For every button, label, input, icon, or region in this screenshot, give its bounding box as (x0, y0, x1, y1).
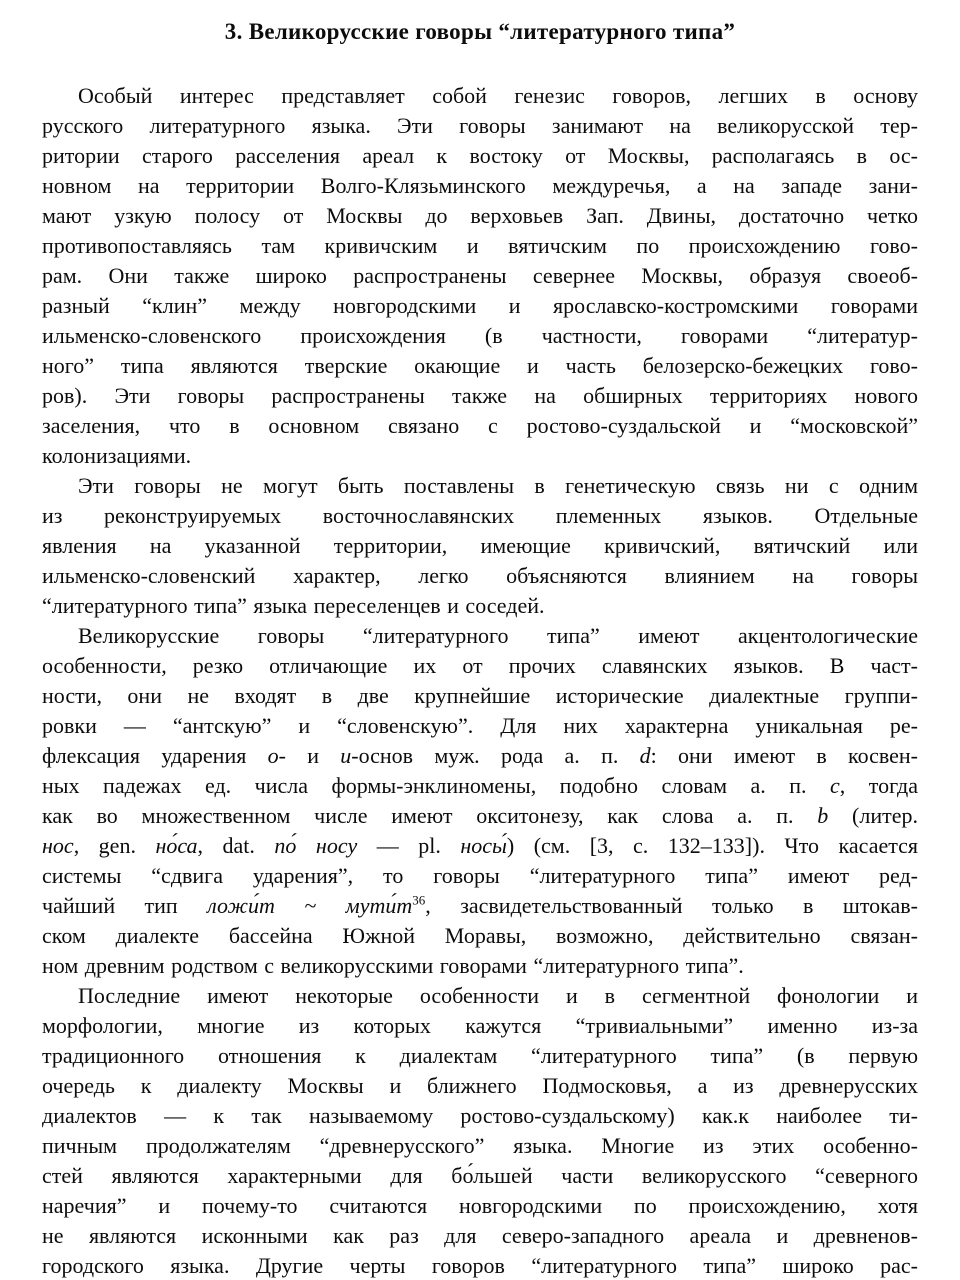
text-line: ильменско-словенского происхождения (в частности, говорами “литератур- (42, 323, 918, 348)
paragraph (42, 981, 918, 1280)
paragraph (42, 471, 918, 621)
text-line: ском диалекте бассейна Южной Моравы, возможно, действительно связан- (42, 923, 918, 948)
text-line: из реконструируемых восточнославянских племенных языков. Отдельные (42, 503, 918, 528)
text-line: ности, они не входят в две крупнейшие исторические диалектные группи- (42, 683, 918, 708)
text-line: ильменско-словенский характер, легко объясняются влиянием на говоры (42, 563, 918, 588)
text-line: традиционного отношения к диалектам “литературного типа” (в первую (42, 1043, 918, 1068)
text-line: городского языка. Другие черты говоров “литературного типа” широко рас- (42, 1253, 918, 1278)
text-line: стей являются характерными для бо́льшей части великорусского “северного (42, 1163, 918, 1188)
text-line: особенности, резко отличающие их от прочих славянских языков. В част- (42, 653, 918, 678)
body-text (42, 81, 918, 1280)
text-line: ного” типа являются тверские окающие и часть белозерско-бежецких гово- (42, 353, 918, 378)
paragraph (42, 621, 918, 981)
text-line: ритории старого расселения ареал к востоку от Москвы, располагаясь в ос- (42, 143, 918, 168)
text-line: новном на территории Волго-Клязьминского междуречья, а на западе зани- (42, 173, 918, 198)
text-line: пичным продолжателям “древнерусского” языка. Многие из этих особенно- (42, 1133, 918, 1158)
text-line: нос, gen. но́са, dat. по́ носу — pl. носы́) (см. [3, с. 132–133]). Что касается (42, 833, 918, 858)
paragraph (42, 81, 918, 471)
text-line: как во множественном числе имеют окситонезу, как слова а. п. b (литер. (42, 803, 918, 828)
text-line: Особый интерес представляет собой генезис говоров, легших в основу (78, 83, 918, 108)
text-line: явления на указанной территории, имеющие кривичский, вятичский или (42, 533, 918, 558)
text-line: ном древним родством с великорусскими говорами “литературного типа”. (42, 953, 744, 978)
text-line: чайший тип ложи́т ~ $мути́т^{36}$, засвидетельствованный только в штокав- (42, 892, 918, 918)
text-line: очередь к диалекту Москвы и ближнего Подмосковья, а из древнерусских (42, 1073, 918, 1098)
text-line: “литературного типа” языка переселенцев и соседей. (42, 593, 545, 618)
text-line: Великорусские говоры “литературного типа” имеют акцентологические (78, 623, 918, 648)
text-line: диалектов — к так называемому ростово-суздальскому) как.к наиболее ти- (42, 1103, 918, 1128)
text-line: разный “клин” между новгородскими и ярославско-костромскими говорами (42, 293, 918, 318)
text-line: морфологии, многие из которых кажутся “тривиальными” именно из-за (42, 1013, 918, 1038)
text-line: противопоставляясь там кривичским и вятичским по происхождению гово- (42, 233, 918, 258)
text-line: мают узкую полосу от Москвы до верховьев Зап. Двины, достаточно четко (42, 203, 918, 228)
text-line: Последние имеют некоторые особенности и в сегментной фонологии и (78, 983, 918, 1008)
text-line: Эти говоры не могут быть поставлены в генетическую связь ни с одним (78, 473, 918, 498)
text-line: русского литературного языка. Эти говоры занимают на великорусской тер- (42, 113, 918, 138)
text-line: не являются исконными как раз для северо-западного ареала и древненов- (42, 1223, 918, 1248)
section-title: 3. Великорусские говоры “литературного типа” (224, 19, 736, 44)
text-line: рам. Они также широко распространены севернее Москвы, образуя своеоб- (42, 263, 918, 288)
text-line: ровки — “антскую” и “словенскую”. Для них характерна уникальная ре- (42, 713, 918, 738)
text-line: системы “сдвига ударения”, то говоры “литературного типа” имеют ред- (42, 863, 918, 888)
text-line: ров). Эти говоры распространены также на обширных территориях нового (42, 383, 918, 408)
text-line: заселения, что в основном связано с ростово-суздальской и “московской” (42, 413, 918, 438)
text-line: флексация ударения о- и и-основ муж. рода а. п. d: они имеют в косвен- (42, 743, 919, 768)
text-line: колонизациями. (42, 443, 192, 468)
text-line: ных падежах ед. числа формы-энклиномены, подобно словам а. п. c, тогда (42, 773, 918, 798)
text-line: наречия” и почему-то считаются новгородскими по происхождению, хотя (42, 1193, 918, 1218)
